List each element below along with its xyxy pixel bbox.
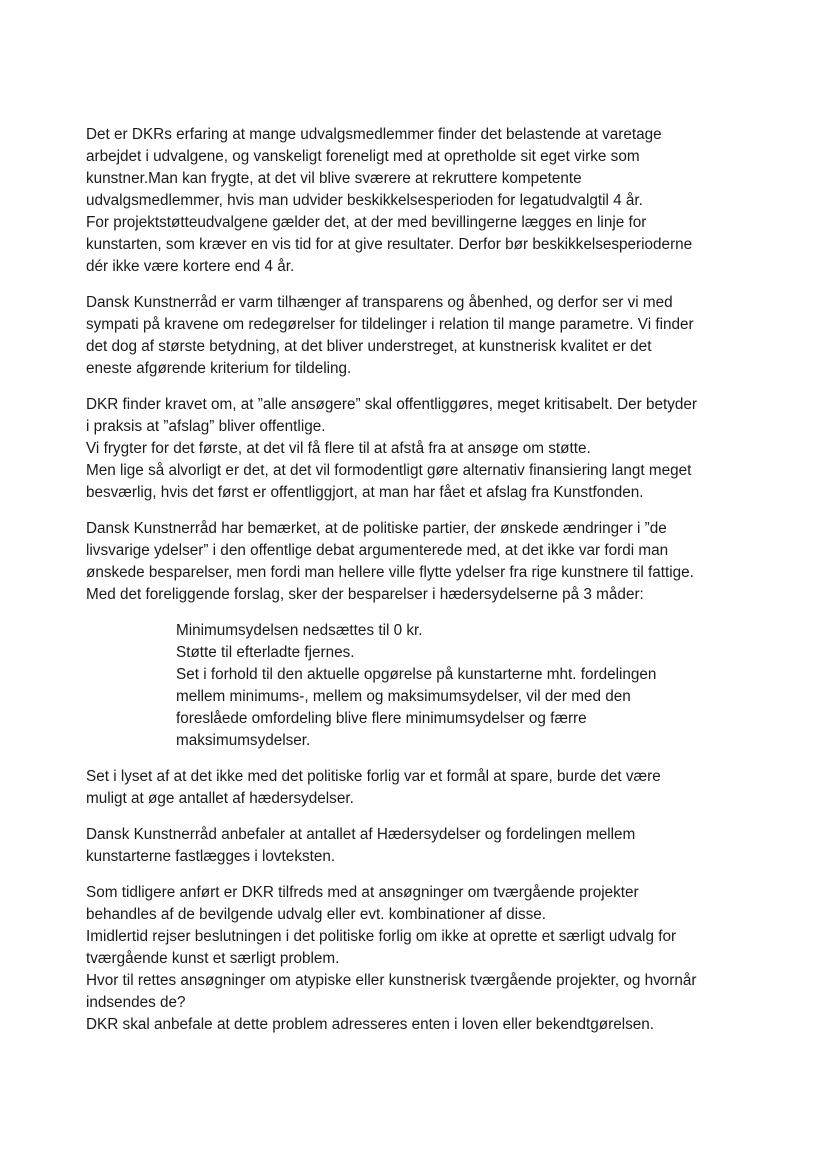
text-line: kunstner.Man kan frygte, at det vil blive sværere at rekruttere kompetente xyxy=(86,170,582,187)
body-paragraph xyxy=(86,766,786,810)
body-paragraph xyxy=(86,882,786,1036)
text-line: Som tidligere anført er DKR tilfreds med at ansøgninger om tværgående projekter xyxy=(86,884,639,901)
document-page xyxy=(86,124,786,1050)
text-line: mellem minimums-, mellem og maksimumsydelser, vil der med den xyxy=(176,688,631,705)
text-line: kunstarten, som kræver en vis tid for at give resultater. Derfor bør beskikkelsesperioderne xyxy=(86,236,693,253)
text-line: i praksis at ”afslag” bliver offentlige. xyxy=(86,418,326,435)
text-line: muligt at øge antallet af hædersydelser. xyxy=(86,790,354,807)
text-line: arbejdet i udvalgene, og vanskeligt foreneligt med at opretholde sit eget virke som xyxy=(86,148,640,165)
text-line: Dansk Kunstnerråd anbefaler at antallet af Hædersydelser og fordelingen mellem xyxy=(86,826,636,843)
body-paragraph xyxy=(86,292,786,380)
text-line: DKR skal anbefale at dette problem adresseres enten i loven eller bekendtgørelsen. xyxy=(86,1016,655,1033)
indented-list-paragraph xyxy=(176,620,786,752)
text-line: Det er DKRs erfaring at mange udvalgsmedlemmer finder det belastende at varetage xyxy=(86,126,662,143)
body-paragraph xyxy=(86,394,786,504)
text-line: besværlig, hvis det først er offentliggjort, at man har fået et afslag fra Kunstfonden. xyxy=(86,484,644,501)
text-line: Minimumsydelsen nedsættes til 0 kr. xyxy=(176,622,423,639)
text-line: det dog af største betydning, at det bliver understreget, at kunstnerisk kvalitet er det xyxy=(86,338,652,355)
text-line: dér ikke være kortere end 4 år. xyxy=(86,258,295,275)
text-line: indsendes de? xyxy=(86,994,186,1011)
text-line: eneste afgørende kriterium for tildeling. xyxy=(86,360,352,377)
text-line: udvalgsmedlemmer, hvis man udvider beskikkelsesperioden for legatudvalgtil 4 år. xyxy=(86,192,643,209)
text-line: tværgående kunst et særligt problem. xyxy=(86,950,340,967)
body-paragraph xyxy=(86,124,786,278)
text-line: Med det foreliggende forslag, sker der besparelser i hædersydelserne på 3 måder: xyxy=(86,586,644,603)
text-line: Set i forhold til den aktuelle opgørelse på kunstarterne mht. fordelingen xyxy=(176,666,657,683)
text-line: Vi frygter for det første, at det vil få flere til at afstå fra at ansøge om støtte. xyxy=(86,440,591,457)
text-line: DKR finder kravet om, at ”alle ansøgere” skal offentliggøres, meget kritisabelt. Der betyder xyxy=(86,396,697,413)
text-line: kunstarterne fastlægges i lovteksten. xyxy=(86,848,336,865)
text-line: livsvarige ydelser” i den offentlige debat argumenterede med, at det ikke var fordi man xyxy=(86,542,669,559)
text-line: Dansk Kunstnerråd er varm tilhænger af transparens og åbenhed, og derfor ser vi med xyxy=(86,294,673,311)
text-line: ønskede besparelser, men fordi man hellere ville flytte ydelser fra rige kunstnere til fattige. xyxy=(86,564,694,581)
text-line: Imidlertid rejser beslutningen i det politiske forlig om ikke at oprette et særligt udvalg for xyxy=(86,928,677,945)
body-paragraph xyxy=(86,518,786,606)
text-line: foreslåede omfordeling blive flere minimumsydelser og færre xyxy=(176,710,587,727)
text-line: sympati på kravene om redegørelser for tildelinger i relation til mange parametre. Vi finder xyxy=(86,316,694,333)
text-line: Støtte til efterladte fjernes. xyxy=(176,644,355,661)
text-line: For projektstøtteudvalgene gælder det, at der med bevillingerne lægges en linje for xyxy=(86,214,647,231)
text-line: Men lige så alvorligt er det, at det vil formodentligt gøre alternativ finansiering langt meget xyxy=(86,462,692,479)
text-line: Hvor til rettes ansøgninger om atypiske eller kunstnerisk tværgående projekter, og hvornår xyxy=(86,972,697,989)
text-line: behandles af de bevilgende udvalg eller evt. kombinationer af disse. xyxy=(86,906,547,923)
text-line: maksimumsydelser. xyxy=(176,732,311,749)
text-line: Set i lyset af at det ikke med det politiske forlig var et formål at spare, burde det være xyxy=(86,768,661,785)
body-paragraph xyxy=(86,824,786,868)
text-line: Dansk Kunstnerråd har bemærket, at de politiske partier, der ønskede ændringer i ”de xyxy=(86,520,667,537)
